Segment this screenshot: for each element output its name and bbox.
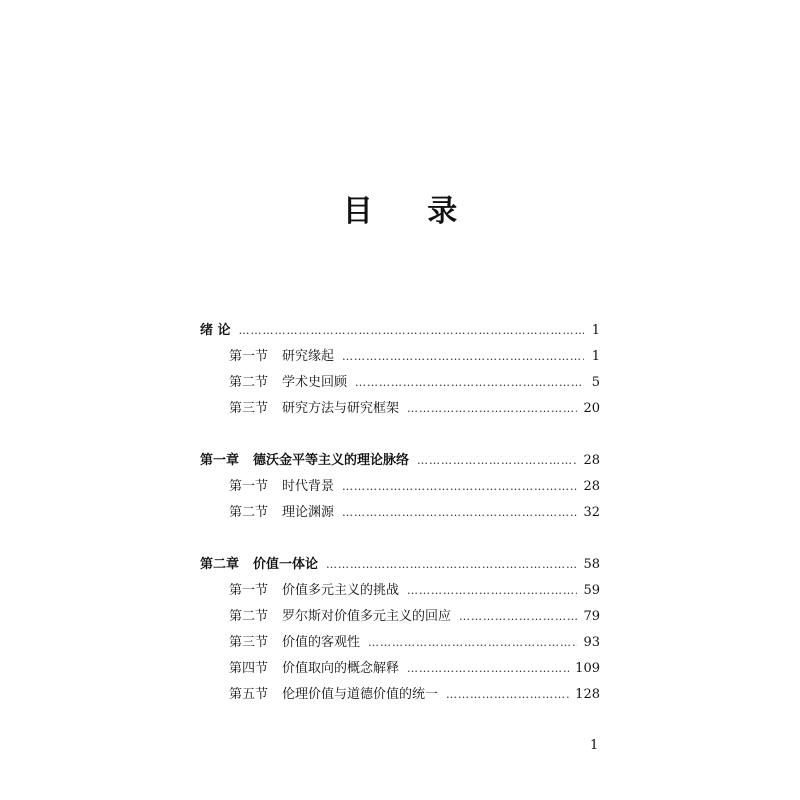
section-label: 第二节 bbox=[229, 609, 269, 624]
toc-entry-row[interactable] bbox=[200, 396, 600, 422]
toc-entry-row[interactable] bbox=[200, 344, 600, 370]
page-number: 20 bbox=[583, 401, 600, 416]
dot-leader bbox=[407, 578, 577, 604]
toc-section-intro bbox=[200, 318, 600, 422]
section-label: 第三节 bbox=[229, 401, 269, 416]
dot-leader bbox=[459, 604, 577, 630]
section-title: 伦理价值与道德价值的统一 bbox=[282, 687, 439, 702]
dot-leader bbox=[326, 552, 577, 578]
section-label: 第五节 bbox=[229, 687, 269, 702]
page-number: 58 bbox=[583, 557, 600, 572]
section-title: 价值取向的概念解释 bbox=[282, 661, 400, 676]
dot-leader bbox=[342, 344, 584, 370]
toc-chapter-row[interactable] bbox=[200, 318, 600, 344]
section-label: 第一节 bbox=[229, 349, 269, 364]
page-number: 93 bbox=[583, 635, 600, 650]
section-title: 研究方法与研究框架 bbox=[282, 401, 400, 416]
toc-entry-row[interactable] bbox=[200, 474, 600, 500]
dot-leader bbox=[368, 630, 577, 656]
section-title: 价值多元主义的挑战 bbox=[282, 583, 400, 598]
table-of-contents bbox=[200, 318, 600, 734]
section-label: 第一节 bbox=[229, 583, 269, 598]
section-label: 第二节 bbox=[229, 505, 269, 520]
page-number: 1 bbox=[591, 349, 600, 364]
toc-section-chapter-1 bbox=[200, 448, 600, 526]
page-number: 79 bbox=[583, 609, 600, 624]
dot-leader bbox=[407, 396, 577, 422]
section-title: 研究缘起 bbox=[282, 349, 335, 364]
dot-leader bbox=[239, 318, 584, 344]
toc-entry-row[interactable] bbox=[200, 656, 600, 682]
page-number: 128 bbox=[575, 687, 600, 702]
dot-leader bbox=[342, 474, 577, 500]
toc-chapter-row[interactable] bbox=[200, 448, 600, 474]
section-label: 第三节 bbox=[229, 635, 269, 650]
dot-leader bbox=[407, 656, 569, 682]
page-number: 1 bbox=[591, 323, 600, 338]
page-folio: 1 bbox=[590, 738, 599, 753]
dot-leader bbox=[417, 448, 577, 474]
toc-entry-row[interactable] bbox=[200, 604, 600, 630]
section-label: 第二节 bbox=[229, 375, 269, 390]
chapter-title: 德沃金平等主义的理论脉络 bbox=[253, 453, 410, 468]
chapter-label: 第二章 bbox=[200, 557, 240, 572]
page-number: 5 bbox=[591, 375, 600, 390]
dot-leader bbox=[355, 370, 584, 396]
toc-entry-row[interactable] bbox=[200, 500, 600, 526]
page-number: 28 bbox=[583, 479, 600, 494]
section-title: 学术史回顾 bbox=[282, 375, 348, 390]
page-number: 32 bbox=[583, 505, 600, 520]
page-number: 109 bbox=[575, 661, 600, 676]
section-label: 第四节 bbox=[229, 661, 269, 676]
section-label: 第一节 bbox=[229, 479, 269, 494]
toc-chapter-row[interactable] bbox=[200, 552, 600, 578]
toc-section-chapter-2 bbox=[200, 552, 600, 708]
section-title: 罗尔斯对价值多元主义的回应 bbox=[282, 609, 452, 624]
toc-entry-row[interactable] bbox=[200, 630, 600, 656]
page-title: 目 录 bbox=[342, 194, 480, 229]
toc-entry-row[interactable] bbox=[200, 578, 600, 604]
chapter-label: 第一章 bbox=[200, 453, 240, 468]
section-title: 理论渊源 bbox=[282, 505, 335, 520]
dot-leader bbox=[342, 500, 577, 526]
page-number: 28 bbox=[583, 453, 600, 468]
page-number: 59 bbox=[583, 583, 600, 598]
chapter-label: 绪 论 bbox=[200, 323, 231, 338]
dot-leader bbox=[446, 682, 569, 708]
chapter-title: 价值一体论 bbox=[253, 557, 319, 572]
toc-entry-row[interactable] bbox=[200, 370, 600, 396]
toc-entry-row[interactable] bbox=[200, 682, 600, 708]
section-title: 时代背景 bbox=[282, 479, 335, 494]
section-title: 价值的客观性 bbox=[282, 635, 361, 650]
